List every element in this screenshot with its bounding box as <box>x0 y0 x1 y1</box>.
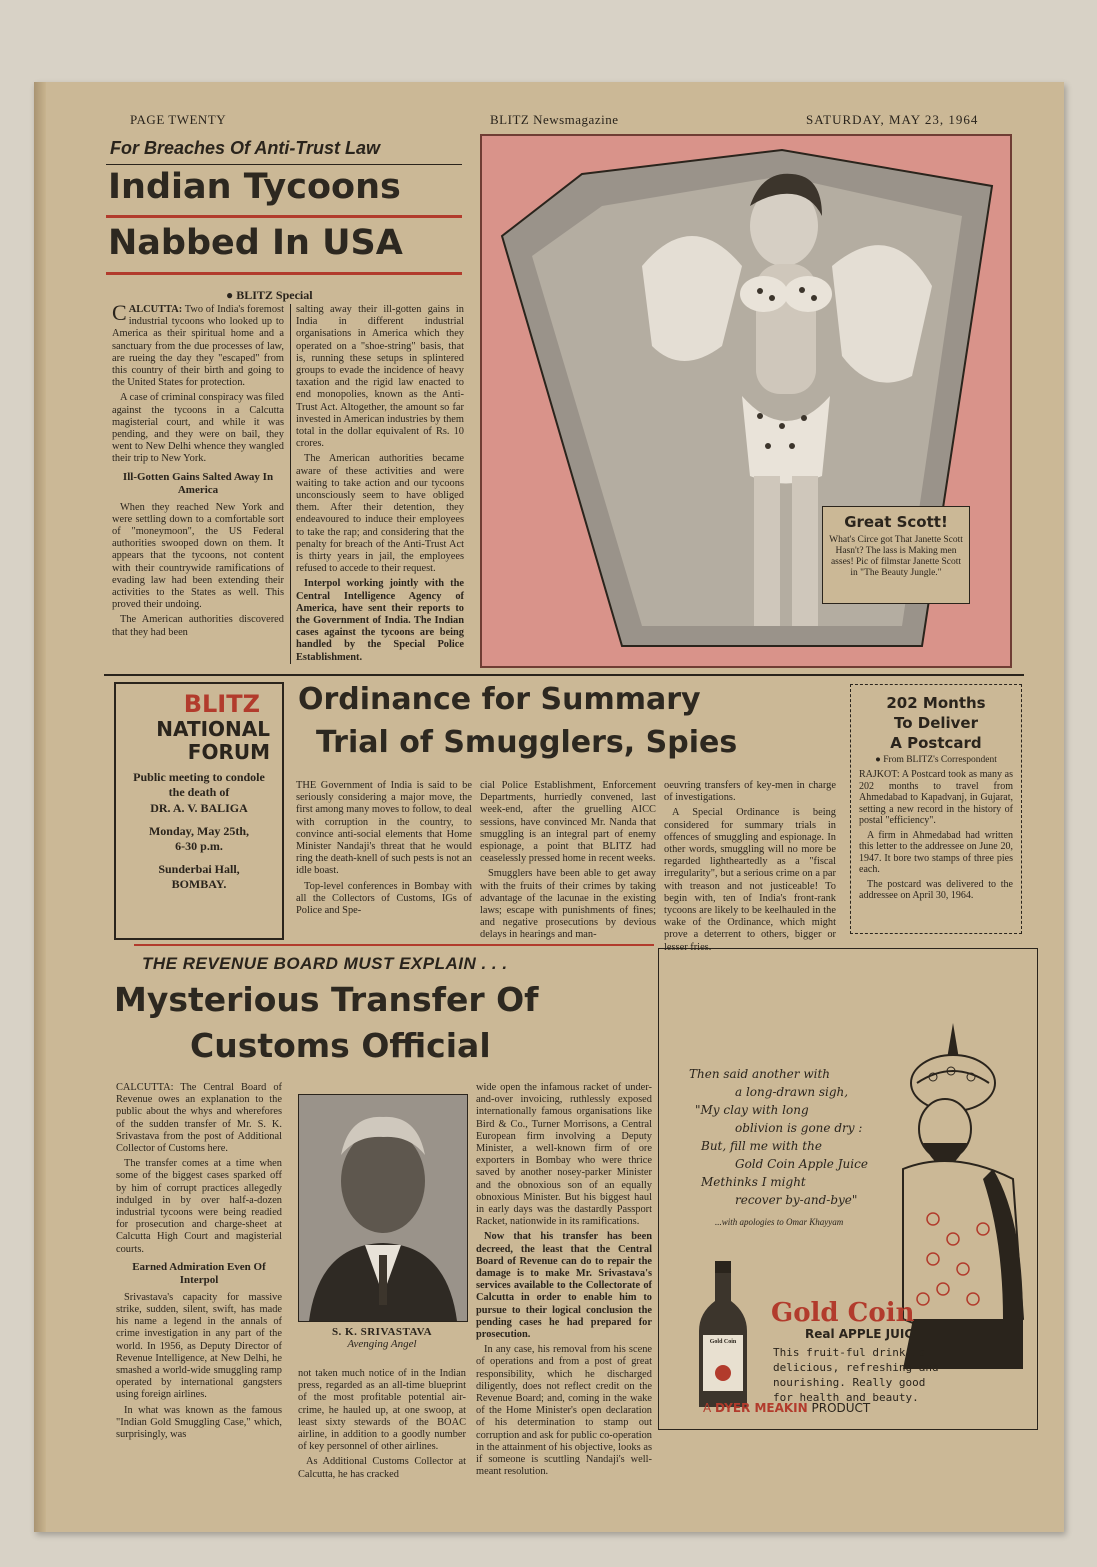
newspaper-page <box>34 82 1064 1532</box>
customs-col1-p4: In what was known as the famous "Indian Gold Smuggling Case," which, surprisingly, was <box>116 1404 282 1441</box>
ordinance-column-1 <box>296 780 472 920</box>
forum-time: 6-30 p.m. <box>175 839 223 853</box>
tycoons-col1-p2: A case of criminal conspiracy was filed against the tycoons in a Calcutta magisterial court, and while it was pending, and they were on bail, they went to New Delhi whence they wangled their trip to New York. <box>112 392 284 465</box>
photo-caption-box <box>822 506 970 604</box>
page-number: PAGE TWENTY <box>130 112 227 127</box>
tycoons-col1-p1: Two of India's foremost industrial tycoons who looked up to America as their spiritual home and a sanctuary from the due processes of law, are rueing the day they "escaped" from this country of their birth and going to the United States for protection. <box>112 304 284 389</box>
postcard-headline-1: 202 Months <box>886 694 986 712</box>
customs-column-1 <box>116 1082 282 1444</box>
tycoons-col1-p4: The American authorities discovered that they had been <box>112 614 284 638</box>
photo-caption <box>298 1326 466 1350</box>
section-divider <box>134 944 654 946</box>
ordinance-col3b: A Special Ordinance is being considered for summary trials in offences of smuggling and espionage. In other words, smuggling will no more be regarded lightheartedly as a "fiscal irregularity", but a serious crime on a par with treason and not justiceable! To begin with, ten of India's front-rank tycoons are likely to be keelhauled in the wake of the Ordinance, which might prove a deterrent to others, bigger or lesser fries. <box>664 807 836 953</box>
divider <box>106 215 462 218</box>
customs-col1-p2: The transfer comes at a time when some of the biggest cases sparked off by him of corrupt practices allegedly indulged in by over half-a-dozen industrial tycoons were being readied for prosecution and charge-sheet at Calcutta High Court and magisterial courts. <box>116 1158 282 1255</box>
portrait-image <box>299 1095 467 1321</box>
photo-name: S. K. SRIVASTAVA <box>331 1326 433 1338</box>
juice-bottle <box>695 1261 751 1411</box>
verse-line: "My clay with long <box>695 1103 809 1117</box>
customs-headline-2: Customs Official <box>190 1026 491 1065</box>
tycoons-byline: ● BLITZ Special <box>226 288 313 302</box>
photo-feature-frame <box>480 134 1012 668</box>
customs-kicker: THE REVENUE BOARD MUST EXPLAIN . . . <box>142 954 508 973</box>
ad-maker-post: PRODUCT <box>811 1401 871 1415</box>
customs-column-3 <box>476 1082 652 1482</box>
ad-maker-name: DYER MEAKIN <box>715 1401 808 1415</box>
postcard-headline-2: To Deliver <box>893 714 979 732</box>
ad-copy <box>771 1299 1031 1405</box>
verse-line: Then said another with <box>689 1067 830 1081</box>
gold-coin-ad <box>658 948 1038 1430</box>
tycoons-col2-p3: Interpol working jointly with the Central Intelligence Agency of America, have sent their reports to the Government of India. The Indian cases against the tycoons are being handled by the Special Police Establishment. <box>296 578 464 663</box>
customs-col3-p3: In any case, his removal from his scene of operations and from a post of great responsibility, which he discharged diligently, does not reflect credit on the Revenue Board; and, coming in the wake of the Home Minister's open declaration of his determination to stamp out corruption and ask for public co-operation in the attainment of his objective, looks as if someone is scuttling Nandaji's well-meant resolution. <box>476 1344 652 1478</box>
forum-title-2: FORUM <box>187 740 270 764</box>
ordinance-col2b: Smugglers have been able to get away with the fruits of their crimes by taking advantage of the lacunae in the existing laws; escape with punishments of fines; and negative prosecutions by devious delays in hearings and man- <box>480 868 656 941</box>
column-rule <box>290 304 291 664</box>
ad-maker-pre: A <box>703 1401 712 1415</box>
ordinance-col1: THE Government of India is said to be seriously considering a major move, the first among many moves to follow, to deal with corruption in the country, to convince anti-social elements that Home Minister Nandaji's threat that he would ring the death-knell of such pests is not an idle boast. <box>296 780 472 877</box>
ad-verse <box>689 1065 868 1209</box>
verse-line: a long-drawn sigh, <box>735 1085 849 1099</box>
tycoons-col2-p2: The American authorities became aware of these activities and were waiting to take action and our tycoons unconsciously seem to have obliged them. After their detention, they endeavoured to induce their employees to take the rap; and considering that the penalty for breach of the Anti-Trust Act is thirty years in jail, the employees refused to accede to their request. <box>296 453 464 575</box>
ad-maker <box>703 1401 870 1415</box>
tycoons-col1-p3: When they reached New York and were settling down to a comfortable sort of "moneymoon", the US Federal authorities swooped down on them. It appears that the tycoons, not content with their countrywide ramifications of evading law had been extending their activities to the States as well. This proved their undoing. <box>112 501 284 611</box>
customs-column-2 <box>298 1368 466 1484</box>
forum-venue: Sunderbai Hall, <box>158 862 240 876</box>
forum-date: Monday, May 25th, <box>148 824 249 838</box>
photo-title: Avenging Angel <box>347 1338 417 1350</box>
forum-title-1: NATIONAL <box>156 717 270 741</box>
ordinance-col1b: Top-level conferences in Bombay with all the Collectors of Customs, IGs of Police and Spe- <box>296 880 472 917</box>
customs-col2-p1: not taken much notice of in the Indian press, regarded as an all-time blueprint of the most profitable potential air-crime, he hauled up, at one swoop, at least sixty stewards of the BOAC airline, in addition to a goodly number of key personnel of other airlines. <box>298 1368 466 1453</box>
tycoons-subhead: Ill-Gotten Gains Salted Away In America <box>122 470 274 496</box>
verse-line: recover by-and-bye" <box>735 1193 858 1207</box>
customs-col1-p3: Srivastava's capacity for massive strike, sudden, silent, swift, has made his name a legend in the annals of crime investigation in any part of the world. In 1956, as Deputy Director of Revenue Intelligence, at New Delhi, he smashed a world-wide smuggling ramp operated by international gangsters using foreign airlines. <box>116 1291 282 1401</box>
customs-col2-p2: As Additional Customs Collector at Calcutta, he has cracked <box>298 1456 466 1480</box>
postcard-body <box>851 767 1021 907</box>
section-divider <box>104 674 1024 676</box>
customs-col3-p1: wide open the infamous racket of under-and-over invoicing, ruthlessly exposed internationally famous organisations like Bird & Co., Turner Morrisons, a Central European firm involving a Deputy Minister, a well-known firm of ore exporters in Bombay who were thrice saved by another nosey-parker Minister and the obnoxious son of an equally obnoxious Minister. But his biggest haul in early days was the dastardly Passport Racket, nationwide in its ramifications. <box>476 1082 652 1228</box>
verse-line: But, fill me with the <box>701 1139 822 1153</box>
customs-subhead: Earned Admiration Even Of Interpol <box>132 1260 266 1286</box>
forum-city: BOMBAY. <box>171 877 227 891</box>
ad-brand: Gold Coin <box>771 1298 915 1328</box>
ad-credit: ...with apologies to Omar Khayyam <box>715 1217 844 1227</box>
postcard-headline-3: A Postcard <box>890 734 982 752</box>
bottle-label: Gold Coin <box>709 1339 737 1345</box>
verse-line: oblivion is gone dry : <box>735 1121 863 1135</box>
photo-caption-text: What's Circe got That Janette Scott Hasn't? The lass is Making men asses! Pic of filmstar Janette Scott in "The Beauty Jungle." <box>829 535 963 578</box>
customs-col3-p2: Now that his transfer has been decreed, the least that the Central Board of Revenue can do to repair the damage is to make Mr. Srivastava's services available to the Collectorate of Calcutta in order to enable him to pursue to their logical conclusion the pending cases he had prepared for prosecution. <box>476 1231 652 1341</box>
tycoons-kicker: For Breaches Of Anti-Trust Law <box>110 138 381 158</box>
postcard-byline: ● From BLITZ's Correspondent <box>875 755 997 765</box>
forum-name: DR. A. V. BALIGA <box>150 801 248 815</box>
tycoons-headline-2: Nabbed In USA <box>108 223 403 263</box>
postcard-p3: The postcard was delivered to the addressee on April 30, 1964. <box>859 878 1013 901</box>
verse-line: Gold Coin Apple Juice <box>735 1157 868 1171</box>
postcard-story <box>850 684 1022 934</box>
ordinance-column-3 <box>664 780 836 957</box>
divider <box>106 164 462 165</box>
ordinance-headline-2: Trial of Smugglers, Spies <box>316 725 738 760</box>
ad-product: Real APPLE JUICE <box>805 1327 922 1341</box>
tycoons-column-2 <box>296 304 464 667</box>
ordinance-col3: oeuvring transfers of key-men in charge of investigations. <box>664 780 836 804</box>
customs-headline-1: Mysterious Transfer Of <box>114 980 539 1019</box>
verse-line: Methinks I might <box>701 1175 806 1189</box>
srivastava-photo <box>298 1094 468 1322</box>
tycoons-headline-1: Indian Tycoons <box>108 167 401 207</box>
postcard-p1: RAJKOT: A Postcard took as many as 202 months to travel from Ahmedabad to Kapadvanj, in Gujarat, setting a new record in the history of postal "efficiency". <box>859 769 1013 826</box>
forum-brand: BLITZ <box>183 690 260 718</box>
issue-date: SATURDAY, MAY 23, 1964 <box>806 112 979 127</box>
divider <box>106 272 462 275</box>
forum-notice <box>114 682 284 940</box>
postcard-p2: A firm in Ahmedabad had written this letter to the addressee on June 20, 1947. It bore two stamps of three pies each. <box>859 829 1013 875</box>
ordinance-headline-1: Ordinance for Summary <box>298 682 701 717</box>
ordinance-column-2 <box>480 780 656 945</box>
customs-col1-p1: CALCUTTA: The Central Board of Revenue owes an explanation to the public about the whys and wherefores of the sudden transfer of Mr. S. K. Srivastava from the post of Additional Collector of Customs here. <box>116 1082 282 1155</box>
ad-tagline: This fruit-ful drink is delicious, refreshing and nourishing. Really good for health and beauty. <box>773 1346 939 1404</box>
tycoons-col2-p1: salting away their ill-gotten gains in India in different industrial organisations in America which they operated on a "shoe-string" basis, that is, running these setups in splintered groups to evade the incidence of heavy taxation and the rigid law enacted to end monopolies, known as the Anti-Trust Act. Altogether, the amount so far invested in American industries by them total in the dollar equivalent of Rs. 10 crores. <box>296 304 464 450</box>
ordinance-col2: cial Police Establishment, Enforcement Departments, hurriedly convened, last week-end, after the gruelling AICC sessions, have convinced Mr. Nanda that smuggling is an integral part of enemy espionage, a point that BLITZ had ceaselessly pressed home in recent weeks. <box>480 780 656 865</box>
publication-name: BLITZ Newsmagazine <box>490 112 619 127</box>
tycoons-column-1: CALCUTTA: Two of India's foremost industrial tycoons who looked up to America as their spiritual home and a sanctuary from the due processes of law, are rueing the day they "escaped" from this country of their birth and going to the United States for protection. A case of criminal conspiracy was filed against the tycoons in a Calcutta magisterial court, and while it was pending, and they were on bail, they went to New Delhi whence they wangled their trip to New York. Ill-Gotten Gains Salted Away In America When they reached New York and were settling down to a comfortable sort of "moneymoon", the US Federal authorities swooped down on them. It appears that the tycoons, not content with their countrywide ramifications of evading law had been extending their activities to the States as well. This proved their undoing. The American authorities discovered that they had been <box>112 300 284 638</box>
photo-caption-title: Great Scott! <box>844 513 948 531</box>
forum-line1: Public meeting to condole the death of <box>133 770 265 799</box>
bottle-icon <box>695 1261 751 1411</box>
